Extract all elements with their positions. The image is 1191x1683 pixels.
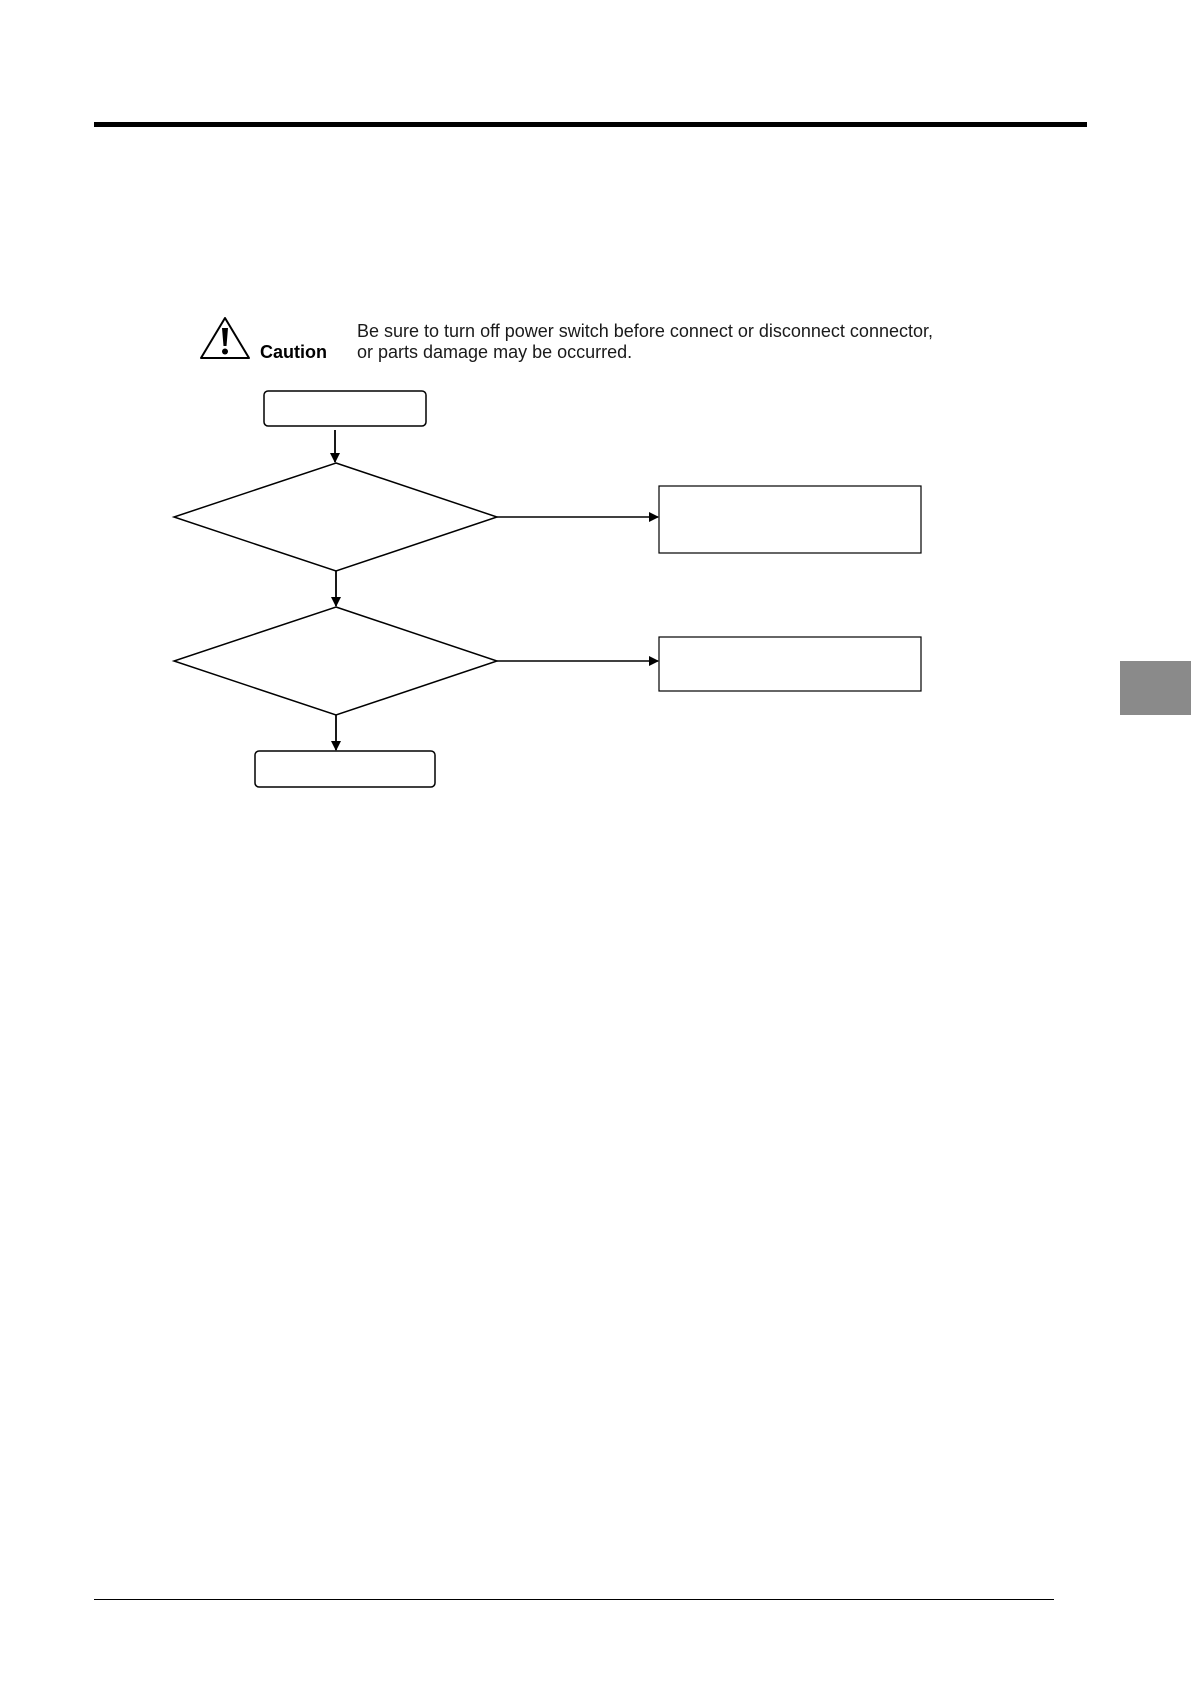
section-side-tab [1120,661,1191,715]
caution-message-line: Be sure to turn off power switch before connect or disconnect connector, [357,321,933,341]
troubleshooting-flowchart [0,0,1191,820]
caution-label: Caution [260,342,327,362]
flow-decision-2 [174,607,497,715]
footer-rule [94,1599,1054,1600]
flow-decision-1 [174,463,497,571]
flow-end-box [255,751,435,787]
caution-message-line: or parts damage may be occurred. [357,342,633,362]
flow-action-1-box [659,486,921,553]
flow-start-box [264,391,426,426]
flow-action-2-box [659,637,921,691]
